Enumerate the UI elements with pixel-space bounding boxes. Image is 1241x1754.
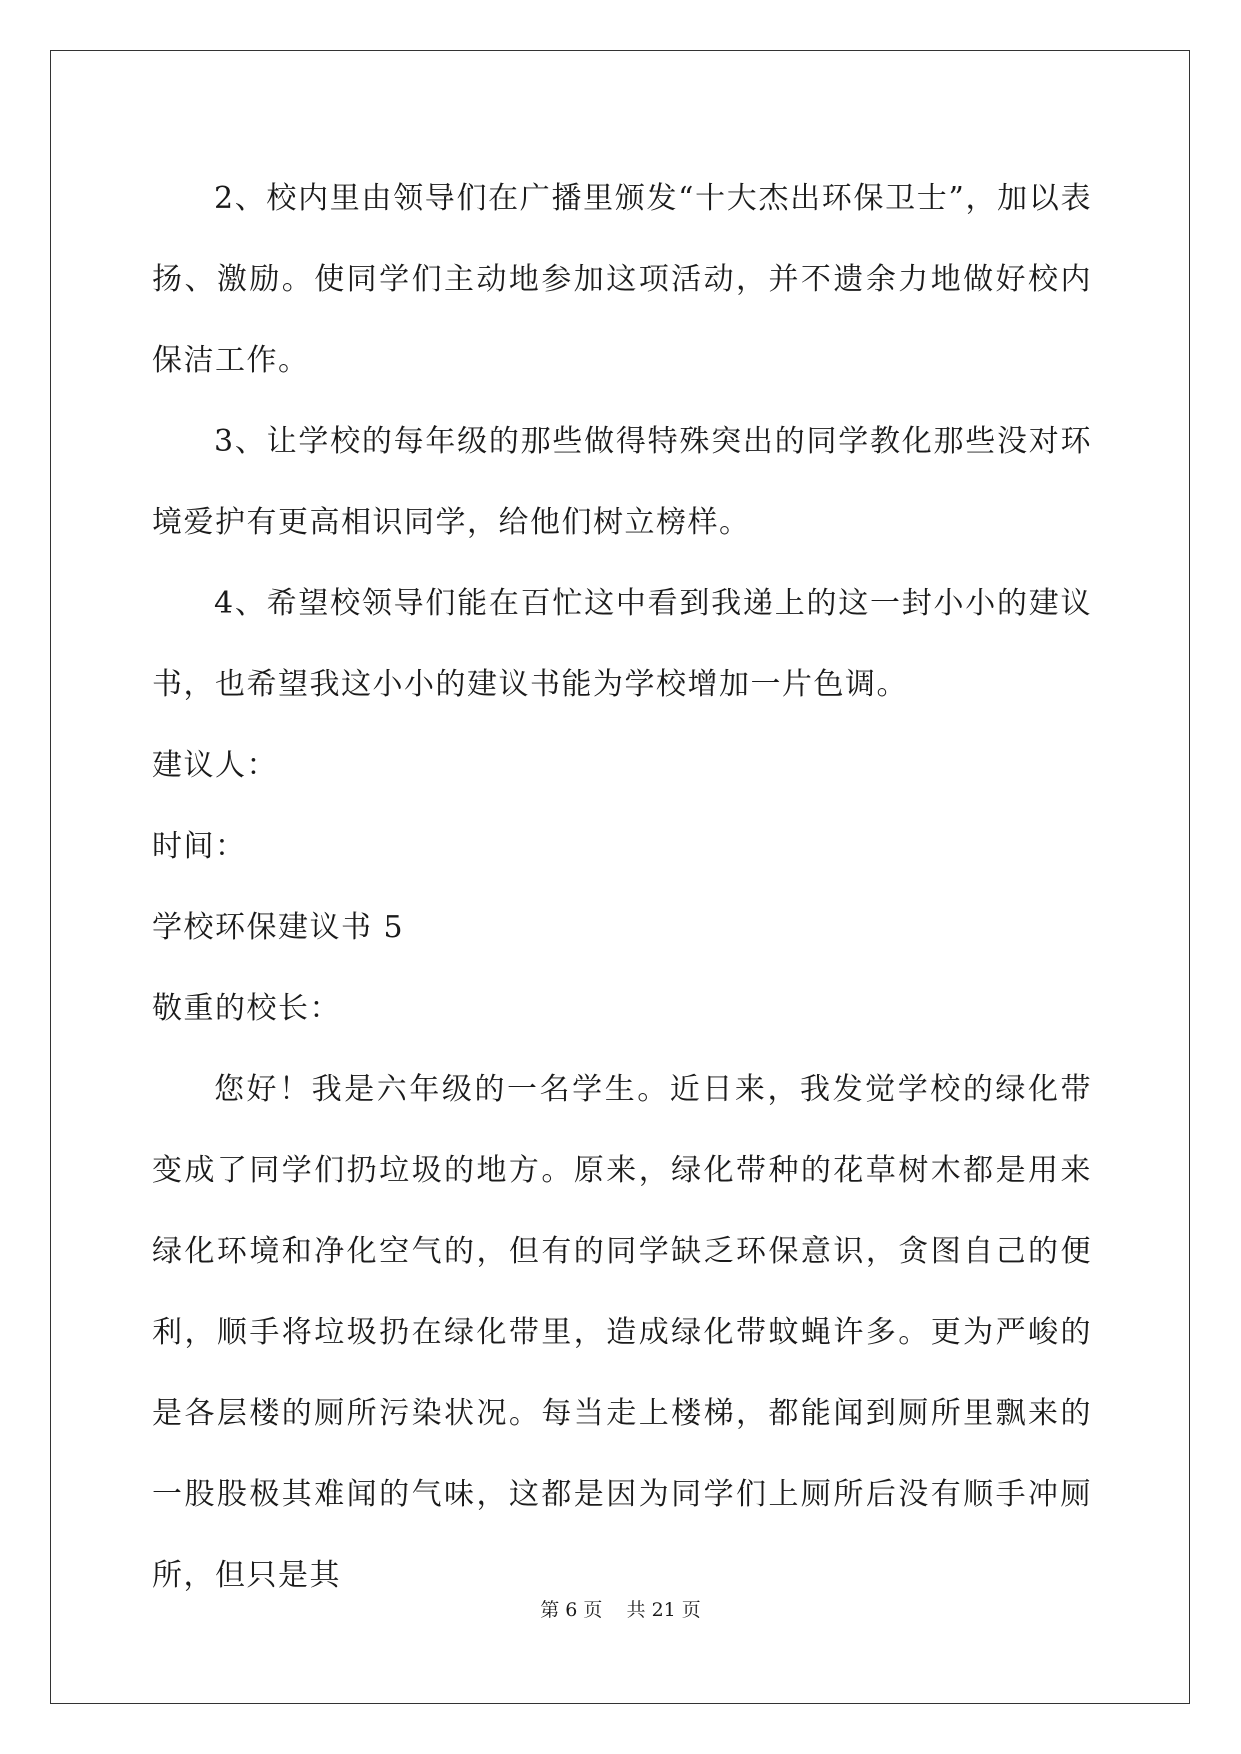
page-footer bbox=[0, 1598, 1241, 1622]
salutation: 敬重的校长： bbox=[152, 991, 341, 1026]
document-body bbox=[152, 158, 1092, 1616]
section-title: 学校环保建议书 5 bbox=[152, 910, 405, 945]
page-number: 第 6 页 bbox=[540, 1599, 603, 1621]
paragraph-item-2: 2、校内里由领导们在广播里颁发“十大杰出环保卫士”，加以表扬、激励。使同学们主动地参加这项活动，并不遗余力地做好校内保洁工作。 bbox=[152, 181, 1092, 378]
body-paragraph: 您好！我是六年级的一名学生。近日来，我发觉学校的绿化带变成了同学们扔垃圾的地方。原来，绿化带种的花草树木都是用来绿化环境和净化空气的，但有的同学缺乏环保意识，贪图自己的便利，顺手将垃圾扔在绿化带里，造成绿化带蚊蝇许多。更为严峻的是各层楼的厕所污染状况。每当走上楼梯，都能闻到厕所里飘来的一股股极其难闻的气味，这都是因为同学们上厕所后没有顺手冲厕所，但只是其 bbox=[152, 1072, 1092, 1593]
paragraph-item-3: 3、让学校的每年级的那些做得特殊突出的同学教化那些没对环境爱护有更高相识同学，给他们树立榜样。 bbox=[152, 424, 1092, 540]
total-pages: 共 21 页 bbox=[626, 1599, 701, 1621]
proposer-label: 建议人： bbox=[152, 748, 278, 783]
date-label: 时间： bbox=[152, 829, 247, 864]
paragraph-item-4: 4、希望校领导们能在百忙这中看到我递上的这一封小小的建议书，也希望我这小小的建议书能为学校增加一片色调。 bbox=[152, 586, 1092, 702]
